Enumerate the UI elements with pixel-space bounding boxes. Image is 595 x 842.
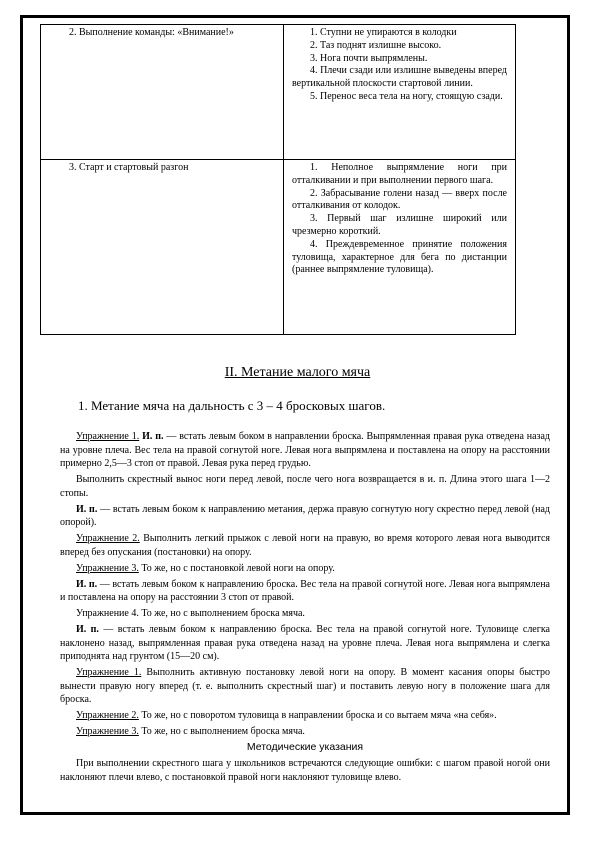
- exercise-label: Упражнение 1.: [76, 667, 142, 678]
- section-title: II. Метание малого мяча: [224, 365, 371, 380]
- subsection-title: 1. Метание мяча на дальность с 3 – 4 бросковых шагов.: [78, 398, 386, 413]
- paragraph: [60, 578, 550, 605]
- paragraph-text: То же, но с выполнением броска мяча.: [138, 726, 305, 737]
- stage-cell: 3. Старт и стартовый разгон: [41, 160, 284, 335]
- paragraph-text: Выполнить легкий прыжок с левой ноги на правую, во время которого левая нога выводится вперед без опускания (постановки) на опору.: [60, 533, 550, 558]
- paragraph: [60, 562, 550, 576]
- paragraph-text: — встать левым боком к направлению броска. Вес тела на правой согнутой ноге. Левая нога выпрямлена и поставлена на опору на расстоянии 3 стоп от правой.: [60, 578, 550, 603]
- paragraph-text: То же, но с постановкой левой ноги на опору.: [138, 562, 335, 574]
- error-item: 5. Перенос веса тела на ногу, стоящую сзади.: [310, 90, 503, 102]
- ip-label: И. п.: [76, 503, 98, 515]
- paragraph-text: Выполнить активную постановку левой ноги на опору. В момент касания опоры быстро вынести правую ногу вперед (т. е. выполнить скрестный шаг) и поставить левую ногу в положение шага для броска.: [60, 667, 550, 705]
- stage-cell: 2. Выполнение команды: «Внимание!»: [41, 25, 284, 160]
- paragraph: [60, 709, 550, 723]
- paragraph: [60, 532, 550, 559]
- paragraph: [60, 725, 550, 739]
- paragraph-text: — встать левым боком в направлении броска. Выпрямленная правая рука отведена назад на уровне плеча. Вес тела на правой согнутой ноге. Левая нога выпрямлена и поставлена на опору на расстоянии примерно 2,5—3 стоп от правой. Левая рука перед грудью.: [60, 431, 551, 469]
- error-item: 1. Неполное выпрямление ноги при отталкивании и при выполнении первого шага.: [292, 162, 507, 186]
- error-item: 1. Ступни не упираются в колодки: [310, 27, 457, 38]
- error-item: 4. Плечи сзади или излишне выведены вперед вертикальной плоскости стартовой линии.: [292, 65, 507, 90]
- ip-label: И. п.: [76, 578, 98, 590]
- table-row: [41, 160, 516, 335]
- exercise-label: Упражнение 2.: [76, 710, 139, 721]
- paragraph-text: — встать левым боком к направлению броска. Вес тела на правой согнутой ноге. Туловище слегка наклонено назад, выпрямленная правая рука отведена назад на уровне плеча. Левая нога выпрямлена и слегка приподнята над грунтом (15—20 см).: [60, 624, 550, 662]
- errors-table: [40, 24, 516, 335]
- error-item: 3. Нога почти выпрямлены.: [310, 52, 428, 64]
- error-item: 4. Преждевременное принятие положения туловища, характерное для бега по дистанции (раннее выпрямление туловища).: [292, 238, 507, 276]
- paragraph: [60, 623, 550, 664]
- ip-label: И. п.: [142, 431, 164, 442]
- paragraph-text: — встать левым боком к направлению метания, держа правую согнутую ногу скрестно перед левой (над опорой).: [60, 503, 551, 528]
- methodical-notes-title: Методические указания: [246, 741, 364, 753]
- paragraph: Выполнить скрестный вынос ноги перед левой, после чего нога возвращается в и. п. Длина этого шага 1—2 стопы.: [60, 474, 550, 499]
- error-item: 2. Таз поднят излишне высоко.: [310, 39, 442, 51]
- error-item: 2. Забрасывание голени назад — вверх после отталкивания от колодок.: [292, 187, 507, 212]
- paragraph-text: То же, но с поворотом туловища в направлении броска и со вытаем мяча «на себя».: [138, 710, 497, 721]
- exercise-label: Упражнение 3.: [76, 562, 139, 574]
- paragraph: [60, 666, 550, 707]
- errors-cell: [284, 25, 516, 160]
- paragraph: [60, 430, 550, 471]
- errors-cell: [284, 160, 516, 335]
- paragraph: Упражнение 4. То же, но с выполнением броска мяча.: [76, 608, 305, 619]
- error-item: 3. Первый шаг излишне широкий или чрезмерно короткий.: [292, 213, 507, 237]
- exercise-label: Упражнение 2.: [76, 533, 140, 544]
- exercise-label: Упражнение 3.: [76, 726, 139, 737]
- body-text: [60, 430, 550, 787]
- table-row: [41, 25, 516, 160]
- paragraph: При выполнении скрестного шага у школьников встречаются следующие ошибки: с шагом правой ногой они наклоняют плечи влево, с постановкой правой ноги наклоняют туловище влево.: [60, 758, 550, 783]
- exercise-label: Упражнение 1.: [76, 431, 140, 442]
- paragraph: [60, 503, 550, 530]
- ip-label: И. п.: [76, 624, 99, 635]
